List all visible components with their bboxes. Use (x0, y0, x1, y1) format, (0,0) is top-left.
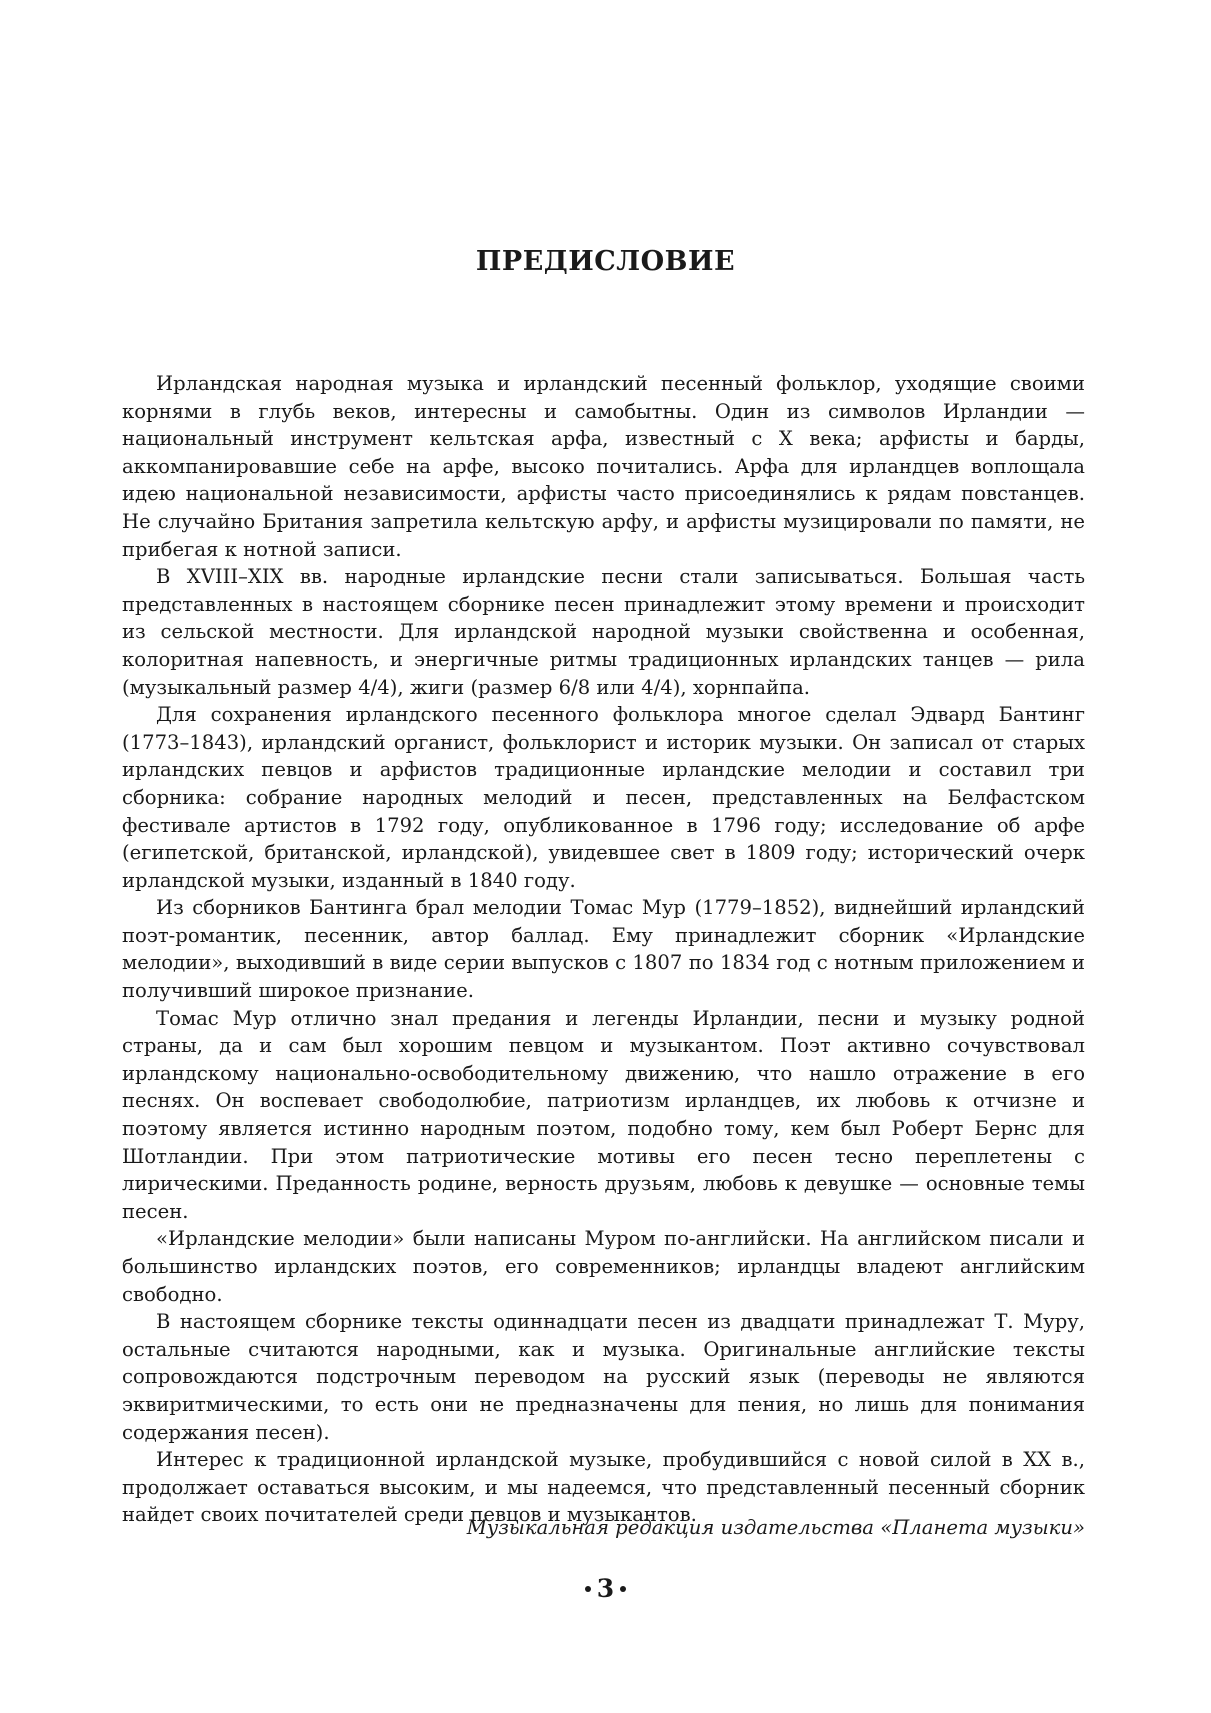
paragraph-7: В настоящем сборнике тексты одиннадцати песен из двадцати принадлежат Т. Муру, остальные считаются народными, как и музыка. Оригинальные английские тексты сопровождаются подстрочным переводом на русский язык (переводы не являются эквиритмическими, то есть они не предназначены для пения, но лишь для понимания содержания песен). (122, 1310, 1085, 1444)
paragraph-8: Интерес к традиционной ирландской музыке, пробудившийся с новой силой в XX в., продолжает оставаться высоким, и мы надеемся, что представленный песенный сборник найдет своих почитателей среди певцов и музыкантов. (122, 1448, 1085, 1527)
page-number-value: 3 (596, 1574, 615, 1603)
page-number (0, 1574, 1211, 1603)
bullet-dot-left (585, 1586, 591, 1592)
paragraph-4: Из сборников Бантинга брал мелодии Томас Мур (1779–1852), виднейший ирландский поэт-романтик, песенник, автор баллад. Ему принадлежит сборник «Ирландские мелодии», выходивший в виде серии выпусков с 1807 по 1834 год с нотным приложением и получивший широкое признание. (122, 896, 1085, 1003)
paragraph-6: «Ирландские мелодии» были написаны Муром по-английски. На английском писали и большинство ирландских поэтов, его современников; ирландцы владеют английским свободно. (122, 1227, 1085, 1306)
signature: Музыкальная редакция издательства «Планета музыки» (466, 1516, 1085, 1539)
body-text (122, 370, 1085, 1529)
paragraph-2: В XVIII–XIX вв. народные ирландские песни стали записываться. Большая часть представленных в настоящем сборнике песен принадлежит этому времени и происходит из сельской местности. Для ирландской народной музыки свойственна и особенная, колоритная напевность, и энергичные ритмы традиционных ирландских танцев — рила (музыкальный размер 4/4), жиги (размер 6/8 или 4/4), хорнпайпа. (122, 565, 1085, 699)
bullet-dot-right (620, 1586, 626, 1592)
paragraph-3: Для сохранения ирландского песенного фольклора многое сделал Эдвард Бантинг (1773–1843), ирландский органист, фольклорист и историк музыки. Он записал от старых ирландских певцов и арфистов традиционные ирландские мелодии и составил три сборника: собрание народных мелодий и песен, представленных на Белфастском фестивале артистов в 1792 году, опубликованное в 1796 году; исследование об арфе (египетской, британской, ирландской), увидевшее свет в 1809 году; исторический очерк ирландской музыки, изданный в 1840 году. (122, 703, 1085, 892)
page-title: ПРЕДИСЛОВИЕ (475, 246, 736, 277)
paragraph-1: Ирландская народная музыка и ирландский песенный фольклор, уходящие своими корнями в глубь веков, интересны и самобытны. Один из символов Ирландии — национальный инструмент кельтская арфа, известный с X века; арфисты и барды, аккомпанировавшие себе на арфе, высоко почитались. Арфа для ирландцев воплощала идею национальной независимости, арфисты часто присоединялись к рядам повстанцев. Не случайно Британия запретила кельтскую арфу, и арфисты музицировали по памяти, не прибегая к нотной записи. (122, 372, 1085, 561)
paragraph-5: Томас Мур отлично знал предания и легенды Ирландии, песни и музыку родной страны, да и сам был хорошим певцом и музыкантом. Поэт активно сочувствовал ирландскому национально-освободительному движению, что нашло отражение в его песнях. Он воспевает свободолюбие, патриотизм ирландцев, их любовь к отчизне и поэтому является истинно народным поэтом, подобно тому, кем был Роберт Бернс для Шотландии. При этом патриотические мотивы его песен тесно переплетены с лирическими. Преданность родине, верность друзьям, любовь к девушке — основные темы песен. (122, 1006, 1085, 1223)
